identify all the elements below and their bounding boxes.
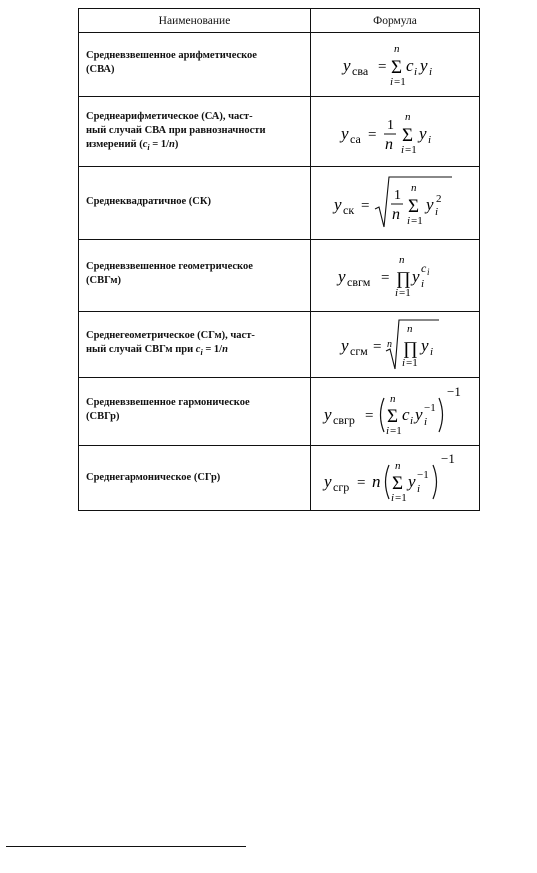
- svg-text:n: n: [399, 253, 405, 266]
- formula-sa: [311, 97, 479, 166]
- svg-text:Σ: Σ: [408, 196, 420, 217]
- svg-text:y: y: [426, 195, 434, 214]
- svg-text:y: y: [408, 472, 416, 491]
- svg-text:i: i: [391, 492, 395, 504]
- svg-text:y: y: [334, 195, 342, 214]
- formula-sgm: [311, 312, 479, 377]
- svg-text:c: c: [406, 55, 414, 75]
- svg-text:n: n: [385, 135, 393, 153]
- row-name-sk: Среднеквадратичное (СК): [86, 196, 211, 207]
- svg-text:=: =: [381, 269, 390, 286]
- svg-text:i: i: [429, 65, 433, 78]
- svg-text:y: y: [324, 472, 332, 491]
- svg-text:i: i: [435, 206, 439, 218]
- svg-text:=: =: [361, 198, 370, 214]
- svg-text:2: 2: [436, 193, 442, 205]
- svg-text:i: i: [386, 424, 390, 437]
- table-row: [79, 33, 479, 97]
- svg-text:свгм: свгм: [347, 274, 371, 289]
- svg-text:y: y: [324, 404, 332, 424]
- svg-text:=1: =1: [390, 424, 402, 437]
- svg-text:i: i: [428, 133, 432, 146]
- svg-text:n: n: [407, 322, 413, 335]
- svg-text:=: =: [378, 58, 387, 75]
- svg-text:y: y: [341, 335, 349, 355]
- svg-text:n: n: [394, 42, 400, 55]
- svg-text:i: i: [410, 414, 414, 427]
- svg-text:y: y: [343, 55, 351, 75]
- svg-text:∏: ∏: [403, 337, 418, 358]
- svg-text:=: =: [365, 407, 374, 424]
- svg-text:i: i: [414, 65, 418, 78]
- table-row: [79, 240, 479, 312]
- svg-text:−1: −1: [441, 451, 455, 466]
- table-row: [79, 446, 479, 512]
- svg-text:i: i: [427, 266, 430, 277]
- svg-text:=1: =1: [405, 143, 417, 156]
- row-name-sa: Среднеарифметическое (СА), част- ный случай СВА при равнозначности измерений $(c_i = 1/n)$: [86, 111, 266, 153]
- svg-text:y: y: [420, 55, 428, 75]
- formula-sgr: [311, 446, 479, 512]
- formula-sva: [311, 33, 479, 96]
- svg-text:=1: =1: [406, 356, 418, 369]
- svg-text:Σ: Σ: [387, 405, 399, 427]
- svg-text:−1: −1: [417, 469, 429, 481]
- svg-text:са: са: [350, 131, 361, 146]
- header-name: Наименование: [158, 14, 231, 27]
- formula-svgm: [311, 240, 479, 311]
- svg-text:ск: ск: [343, 203, 355, 217]
- svg-text:=1: =1: [411, 215, 423, 227]
- svg-text:y: y: [415, 404, 423, 424]
- table-row: [79, 97, 479, 167]
- means-table: [78, 8, 480, 511]
- row-name-sva: Средневзвешенное арифметическое (СВА): [86, 50, 257, 75]
- table-row: [79, 378, 479, 446]
- svg-text:i: i: [402, 356, 406, 369]
- svg-text:Σ: Σ: [391, 56, 403, 78]
- svg-text:=: =: [368, 126, 377, 143]
- svg-text:сва: сва: [352, 63, 369, 78]
- svg-text:c: c: [421, 260, 427, 275]
- svg-text:=1: =1: [395, 492, 407, 504]
- row-name-svgr: Средневзвешенное гармоническое (СВГр): [86, 397, 250, 422]
- svg-text:n: n: [387, 338, 392, 350]
- row-name-sgr: Среднегармоническое (СГр): [86, 472, 221, 483]
- svg-text:n: n: [411, 182, 417, 194]
- svg-text:n: n: [390, 392, 396, 405]
- row-name-sgm: Среднегеометрическое (СГм), част- ный случай СВГм при $c_i = 1/n$: [86, 330, 255, 358]
- svg-text:i: i: [424, 415, 428, 428]
- svg-text:y: y: [338, 266, 346, 286]
- svg-text:n: n: [395, 460, 401, 472]
- svg-text:n: n: [392, 206, 400, 223]
- svg-text:Σ: Σ: [392, 473, 404, 494]
- header-formula: Формула: [373, 14, 417, 27]
- svg-text:свгр: свгр: [333, 412, 355, 427]
- svg-text:i: i: [407, 215, 411, 227]
- svg-text:i: i: [421, 277, 425, 290]
- svg-text:n: n: [405, 110, 411, 123]
- svg-text:=1: =1: [394, 75, 406, 88]
- svg-text:−1: −1: [424, 401, 436, 414]
- svg-text:=: =: [357, 475, 366, 491]
- svg-text:i: i: [401, 143, 405, 156]
- row-name-svgm: Средневзвешенное геометрическое (СВГм): [86, 261, 253, 286]
- formula-sk: [311, 167, 479, 239]
- svg-text:сгм: сгм: [350, 343, 368, 358]
- svg-text:y: y: [419, 123, 427, 143]
- svg-text:1: 1: [394, 188, 401, 203]
- svg-text:y: y: [412, 266, 420, 286]
- footnote-rule: [6, 846, 246, 847]
- svg-text:n: n: [372, 472, 381, 491]
- svg-text:−1: −1: [447, 383, 461, 399]
- svg-text:1: 1: [387, 117, 394, 133]
- svg-text:i: i: [417, 483, 421, 495]
- svg-text:Σ: Σ: [402, 124, 414, 146]
- svg-text:y: y: [341, 123, 349, 143]
- svg-text:y: y: [421, 335, 429, 355]
- table-header-row: [79, 9, 479, 33]
- svg-text:сгр: сгр: [333, 480, 350, 494]
- svg-text:i: i: [430, 345, 434, 358]
- svg-text:∏: ∏: [396, 267, 411, 288]
- table-row: [79, 312, 479, 378]
- column-divider: [310, 9, 311, 510]
- formula-svgr: [311, 378, 479, 445]
- svg-text:c: c: [402, 404, 410, 424]
- svg-text:=: =: [373, 338, 382, 355]
- svg-text:i: i: [390, 75, 394, 88]
- svg-text:=1: =1: [399, 286, 411, 299]
- svg-text:i: i: [395, 286, 399, 299]
- table-row: [79, 167, 479, 240]
